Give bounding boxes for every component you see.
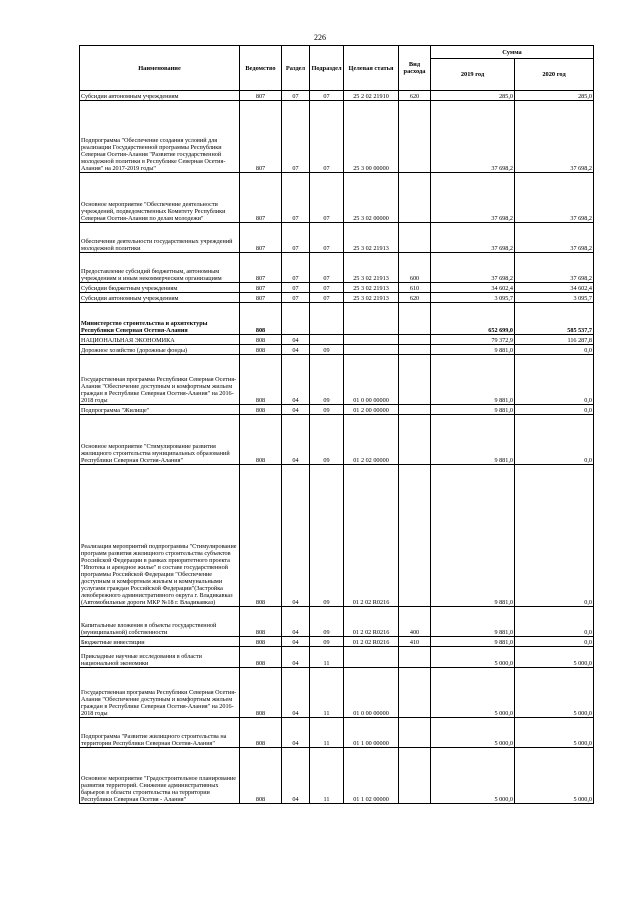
cell-name: Министерство строительства и архитектуры Республики Северная Осетия-Алания (80, 303, 240, 335)
budget-table (79, 45, 594, 804)
cell-dept: 808 (240, 303, 282, 335)
cell-2020: 116 287,8 (515, 335, 594, 345)
cell-dept: 808 (240, 748, 282, 804)
cell-subsection: 07 (310, 293, 344, 303)
table-row (80, 335, 594, 345)
cell-dept: 807 (240, 173, 282, 223)
cell-target: 01 1 02 00000 (344, 748, 399, 804)
cell-name: Предоставление субсидий бюджетным, автономным учреждениям и иным некоммерческим организациям (80, 253, 240, 283)
cell-name: Бюджетные инвестиции (80, 637, 240, 647)
cell-exp-type (399, 748, 431, 804)
cell-target: 01 2 02 R0216 (344, 465, 399, 607)
table-row (80, 91, 594, 101)
cell-target: 25 3 00 00000 (344, 101, 399, 173)
cell-target: 01 2 02 00000 (344, 415, 399, 465)
cell-target: 01 2 02 R0216 (344, 607, 399, 637)
cell-dept: 807 (240, 253, 282, 283)
cell-2020: 37 698,2 (515, 173, 594, 223)
cell-name: Основное мероприятие "Стимулирование развития жилищного строительства муниципальных образований Республики Северная Осетия-Алания" (80, 415, 240, 465)
cell-section: 07 (282, 173, 310, 223)
cell-name: Капитальные вложения в объекты государственной (муниципальной) собственности (80, 607, 240, 637)
cell-target (344, 647, 399, 668)
cell-2019: 37 698,2 (431, 173, 515, 223)
cell-section: 07 (282, 293, 310, 303)
cell-2019: 9 881,0 (431, 415, 515, 465)
cell-target: 25 2 02 21910 (344, 91, 399, 101)
cell-2020: 0,0 (515, 607, 594, 637)
cell-2020: 5 000,0 (515, 647, 594, 668)
cell-2020: 5 000,0 (515, 718, 594, 748)
cell-dept: 808 (240, 607, 282, 637)
cell-name: Подпрограмма "Обеспечение создания условий для реализации Государственной программы Республики Северная Осетия-Алания "Развитие государственной молодежной политики в Республике Северная Осетия-Алания" на 2017-2019 годы" (80, 101, 240, 173)
cell-exp-type: 610 (399, 283, 431, 293)
cell-2019: 9 881,0 (431, 405, 515, 415)
table-row (80, 355, 594, 405)
cell-subsection (310, 335, 344, 345)
header-2019: 2019 год (431, 59, 515, 91)
cell-dept: 807 (240, 293, 282, 303)
cell-dept: 808 (240, 465, 282, 607)
cell-target: 01 1 00 00000 (344, 718, 399, 748)
cell-target (344, 335, 399, 345)
cell-subsection: 09 (310, 405, 344, 415)
cell-section: 07 (282, 91, 310, 101)
cell-section: 04 (282, 335, 310, 345)
cell-dept: 807 (240, 283, 282, 293)
cell-2020: 37 698,2 (515, 253, 594, 283)
cell-exp-type (399, 405, 431, 415)
cell-2020: 5 000,0 (515, 748, 594, 804)
cell-name: Подпрограмма "Развитие жилищного строительства на территории Республики Северная Осетия-Алания" (80, 718, 240, 748)
cell-exp-type (399, 668, 431, 718)
cell-dept: 808 (240, 718, 282, 748)
cell-subsection: 07 (310, 91, 344, 101)
table-row (80, 647, 594, 668)
cell-2020: 3 095,7 (515, 293, 594, 303)
cell-2019: 37 698,2 (431, 101, 515, 173)
cell-2019: 5 000,0 (431, 668, 515, 718)
cell-name: Государственная программа Республики Северная Осетия-Алания "Обеспечение доступным и комфортным жильем граждан в Республике Северная Осетия-Алания" на 2016-2018 годы (80, 668, 240, 718)
cell-name: Государственная программа Республики Северная Осетия-Алания "Обеспечение доступным и комфортным жильем граждан в Республике Северная Осетия-Алания" на 2016-2018 годы (80, 355, 240, 405)
cell-target (344, 345, 399, 355)
cell-name: Дорожное хозяйство (дорожные фонды) (80, 345, 240, 355)
header-name: Наименование (80, 46, 240, 91)
cell-2020: 0,0 (515, 345, 594, 355)
cell-name: Обеспечение деятельности государственных учреждений молодежной политики (80, 223, 240, 253)
cell-subsection: 09 (310, 465, 344, 607)
table-row (80, 101, 594, 173)
header-dept: Ведомство (240, 46, 282, 91)
table-row (80, 283, 594, 293)
page-number: 226 (314, 33, 326, 42)
cell-2020: 585 537,7 (515, 303, 594, 335)
cell-subsection: 11 (310, 647, 344, 668)
cell-2019: 9 881,0 (431, 355, 515, 405)
cell-section: 04 (282, 647, 310, 668)
cell-subsection: 09 (310, 345, 344, 355)
table-row (80, 293, 594, 303)
cell-target: 01 0 00 00000 (344, 668, 399, 718)
table-row (80, 718, 594, 748)
cell-section: 04 (282, 748, 310, 804)
cell-2020: 285,0 (515, 91, 594, 101)
cell-dept: 808 (240, 647, 282, 668)
cell-exp-type (399, 335, 431, 345)
cell-2019: 9 881,0 (431, 637, 515, 647)
cell-section: 04 (282, 637, 310, 647)
header-sum: Сумма (431, 46, 594, 59)
table-body (80, 91, 594, 804)
table-row (80, 465, 594, 607)
cell-2019: 9 881,0 (431, 465, 515, 607)
cell-subsection: 07 (310, 223, 344, 253)
table-row (80, 303, 594, 335)
cell-dept: 808 (240, 405, 282, 415)
cell-dept: 807 (240, 223, 282, 253)
cell-section: 07 (282, 101, 310, 173)
header-target: Целевая статья (344, 46, 399, 91)
cell-2020: 0,0 (515, 637, 594, 647)
cell-exp-type (399, 173, 431, 223)
cell-exp-type: 600 (399, 253, 431, 283)
cell-name: Субсидии автономным учреждениям (80, 91, 240, 101)
cell-2019: 5 000,0 (431, 718, 515, 748)
cell-dept: 808 (240, 335, 282, 345)
cell-2019: 652 699,0 (431, 303, 515, 335)
table-row (80, 173, 594, 223)
cell-name: Основное мероприятие "Обеспечение деятельности учреждений, подведомственных Комитету Республики Северная Осетия-Алания по делам молодежи" (80, 173, 240, 223)
cell-subsection: 09 (310, 637, 344, 647)
cell-dept: 807 (240, 91, 282, 101)
cell-exp-type (399, 223, 431, 253)
table-row (80, 637, 594, 647)
cell-exp-type (399, 415, 431, 465)
cell-exp-type: 620 (399, 91, 431, 101)
table-row (80, 607, 594, 637)
cell-section: 04 (282, 718, 310, 748)
cell-section: 04 (282, 415, 310, 465)
cell-exp-type (399, 303, 431, 335)
cell-2020: 0,0 (515, 465, 594, 607)
cell-name: НАЦИОНАЛЬНАЯ ЭКОНОМИКА (80, 335, 240, 345)
cell-name: Основное мероприятие "Градостроительное планирование развития территорий. Снижение административных барьеров в области строительства на территории Республики Северная Осетия - Алания" (80, 748, 240, 804)
cell-section: 07 (282, 283, 310, 293)
cell-2020: 37 698,2 (515, 223, 594, 253)
cell-subsection: 11 (310, 718, 344, 748)
table-row (80, 405, 594, 415)
cell-2019: 79 372,9 (431, 335, 515, 345)
cell-target: 01 2 00 00000 (344, 405, 399, 415)
table-row (80, 223, 594, 253)
cell-name: Субсидии автономным учреждениям (80, 293, 240, 303)
cell-2020: 0,0 (515, 405, 594, 415)
cell-exp-type (399, 345, 431, 355)
cell-2020: 34 602,4 (515, 283, 594, 293)
cell-2019: 34 602,4 (431, 283, 515, 293)
cell-subsection: 07 (310, 253, 344, 283)
cell-dept: 808 (240, 637, 282, 647)
cell-2019: 3 095,7 (431, 293, 515, 303)
cell-target: 01 2 02 R0216 (344, 637, 399, 647)
cell-exp-type (399, 465, 431, 607)
cell-subsection: 09 (310, 415, 344, 465)
cell-subsection: 09 (310, 355, 344, 405)
cell-2020: 0,0 (515, 415, 594, 465)
cell-section: 04 (282, 405, 310, 415)
table-row (80, 668, 594, 718)
cell-target: 25 3 02 21913 (344, 283, 399, 293)
cell-2019: 285,0 (431, 91, 515, 101)
cell-subsection: 07 (310, 283, 344, 293)
cell-name: Подпрограмма "Жилище" (80, 405, 240, 415)
cell-subsection: 11 (310, 668, 344, 718)
cell-dept: 807 (240, 101, 282, 173)
cell-dept: 808 (240, 415, 282, 465)
cell-exp-type: 410 (399, 637, 431, 647)
cell-target: 25 3 02 00000 (344, 173, 399, 223)
cell-section (282, 303, 310, 335)
cell-subsection: 11 (310, 748, 344, 804)
cell-section: 04 (282, 355, 310, 405)
cell-exp-type: 400 (399, 607, 431, 637)
cell-subsection: 09 (310, 607, 344, 637)
cell-name: Субсидии бюджетным учреждениям (80, 283, 240, 293)
cell-2019: 9 881,0 (431, 345, 515, 355)
cell-exp-type (399, 355, 431, 405)
cell-2019: 9 881,0 (431, 607, 515, 637)
cell-exp-type (399, 647, 431, 668)
header-2020: 2020 год (515, 59, 594, 91)
cell-target: 25 3 02 21913 (344, 223, 399, 253)
table-row (80, 253, 594, 283)
cell-target: 25 3 02 21913 (344, 293, 399, 303)
cell-target: 25 3 02 21913 (344, 253, 399, 283)
cell-2019: 37 698,2 (431, 253, 515, 283)
table-row (80, 415, 594, 465)
cell-section: 07 (282, 253, 310, 283)
cell-2019: 37 698,2 (431, 223, 515, 253)
cell-dept: 808 (240, 668, 282, 718)
cell-2020: 37 698,2 (515, 101, 594, 173)
cell-target: 01 0 00 00000 (344, 355, 399, 405)
cell-target (344, 303, 399, 335)
header-subsection: Подраздел (310, 46, 344, 91)
cell-section: 04 (282, 465, 310, 607)
cell-section: 04 (282, 668, 310, 718)
table-row (80, 345, 594, 355)
header-exp-type: Вид расхода (399, 46, 431, 91)
cell-name: Реализация мероприятий подпрограммы "Стимулирование программ развития жилищного строительства субъектов Российской Федерации в рамках приоритетного проекта "Ипотека и арендное жилье" в составе государственной программы Российской Федерации "Обеспечение доступным и комфортным жильем и коммунальными услугами граждан Российской Федерации"(Застройка левобережного административного округа г. Владикавказ (Автомобильные дороги МКР №18 г. Владикавказ) (80, 465, 240, 607)
cell-2020: 5 000,0 (515, 668, 594, 718)
cell-name: Прикладные научные исследования в области национальной экономики (80, 647, 240, 668)
cell-2019: 5 000,0 (431, 748, 515, 804)
cell-subsection (310, 303, 344, 335)
cell-subsection: 07 (310, 101, 344, 173)
cell-dept: 808 (240, 355, 282, 405)
cell-exp-type (399, 101, 431, 173)
cell-2019: 5 000,0 (431, 647, 515, 668)
cell-section: 07 (282, 223, 310, 253)
header-section: Раздел (282, 46, 310, 91)
cell-section: 04 (282, 345, 310, 355)
cell-subsection: 07 (310, 173, 344, 223)
cell-section: 04 (282, 607, 310, 637)
table-row (80, 748, 594, 804)
cell-2020: 0,0 (515, 355, 594, 405)
cell-exp-type: 620 (399, 293, 431, 303)
cell-exp-type (399, 718, 431, 748)
cell-dept: 808 (240, 345, 282, 355)
